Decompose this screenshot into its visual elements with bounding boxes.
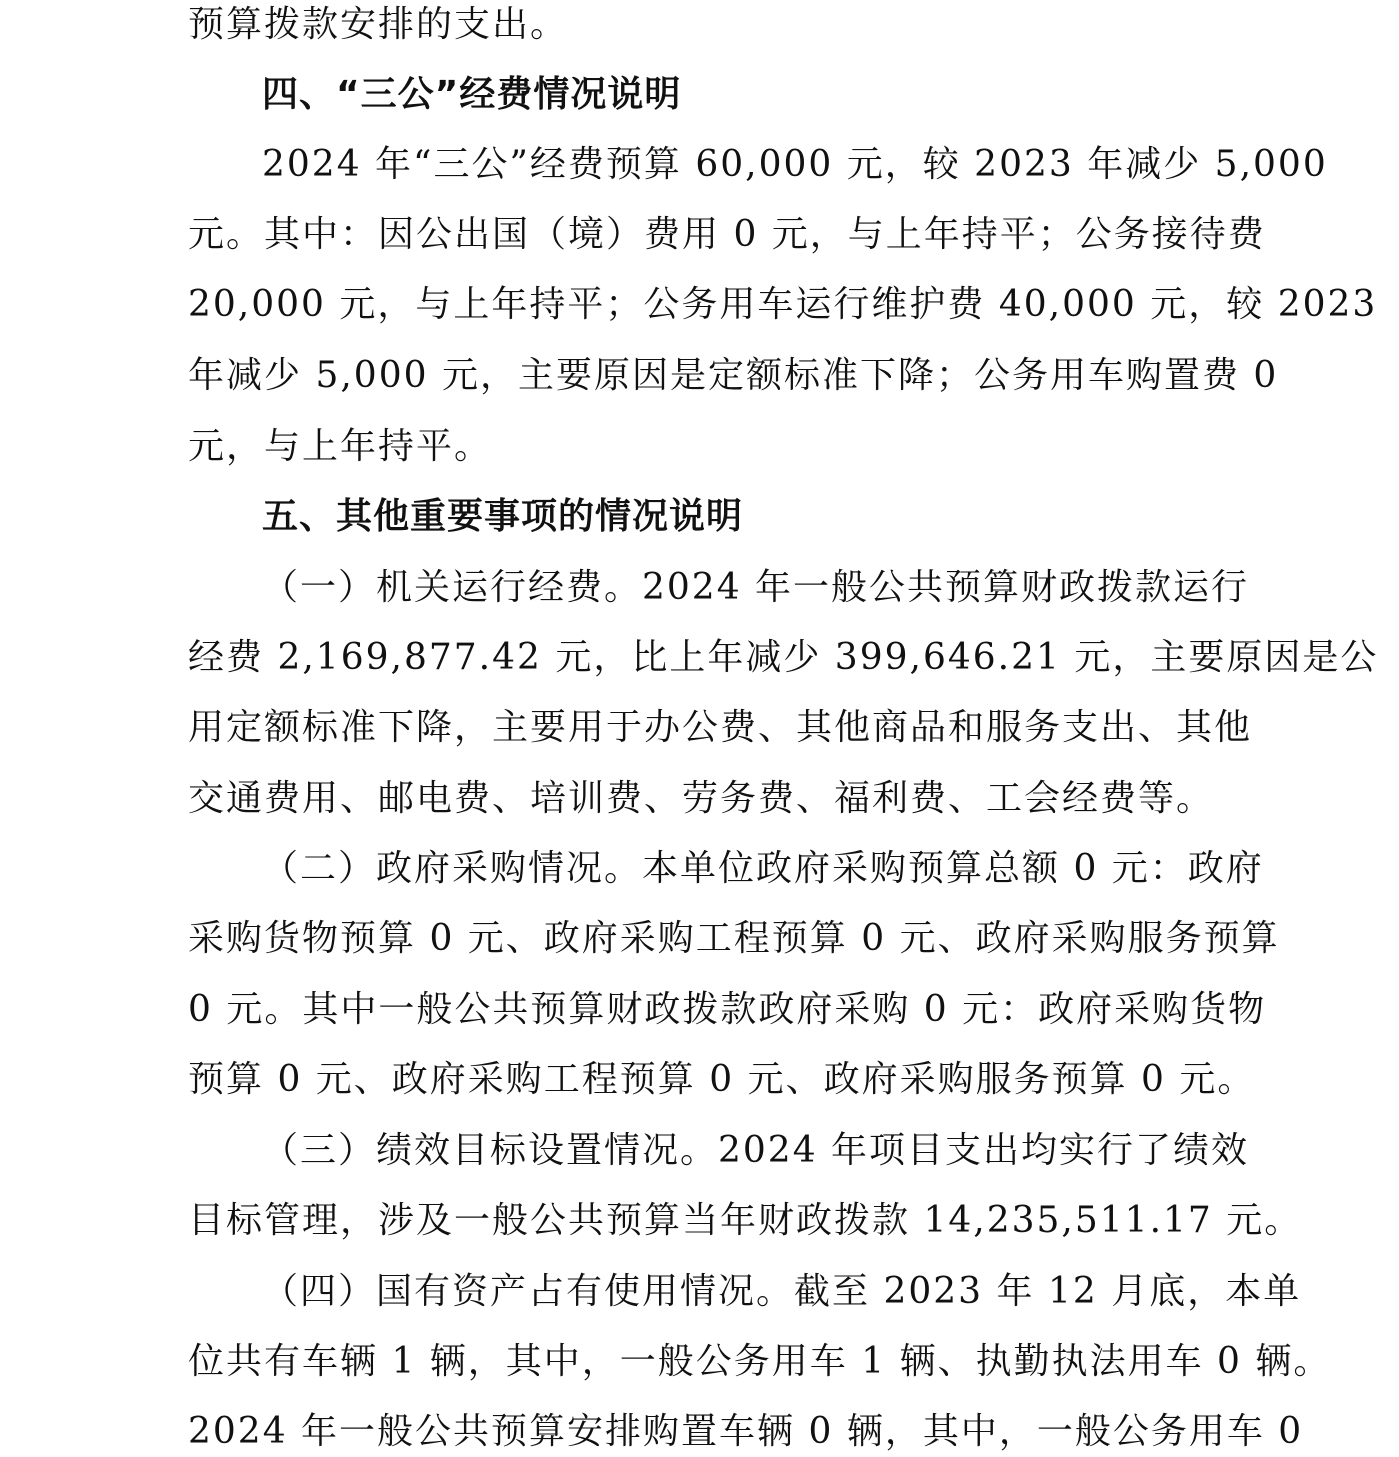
paragraph-line: 元。其中：因公出国（境）费用 0 元，与上年持平；公务接待费 xyxy=(188,214,1266,255)
paragraph-line: （三）绩效目标设置情况。2024 年项目支出均实行了绩效 xyxy=(262,1130,1250,1171)
paragraph-line: 交通费用、邮电费、培训费、劳务费、福利费、工会经费等。 xyxy=(188,778,1215,819)
paragraph-line: 0 元。其中一般公共预算财政拨款政府采购 0 元：政府采购货物 xyxy=(188,989,1267,1030)
paragraph-line: （一）机关运行经费。2024 年一般公共预算财政拨款运行 xyxy=(262,567,1250,608)
paragraph-line: 预算 0 元、政府采购工程预算 0 元、政府采购服务预算 0 元。 xyxy=(188,1059,1256,1100)
section-heading-other-matters: 五、其他重要事项的情况说明 xyxy=(262,496,744,537)
section-heading-three-public-expenses: 四、“三公”经费情况说明 xyxy=(262,74,682,115)
paragraph-line: （四）国有资产占有使用情况。截至 2023 年 12 月底，本单 xyxy=(262,1271,1302,1312)
paragraph-line: 用定额标准下降，主要用于办公费、其他商品和服务支出、其他 xyxy=(188,707,1253,748)
paragraph-line: 2024 年“三公”经费预算 60,000 元，较 2023 年减少 5,000 xyxy=(262,144,1328,185)
paragraph-line: 20,000 元，与上年持平；公务用车运行维护费 40,000 元，较 2023 xyxy=(188,284,1378,325)
paragraph-line: 元，与上年持平。 xyxy=(188,426,493,467)
paragraph-line: 年减少 5,000 元，主要原因是定额标准下降；公务用车购置费 0 xyxy=(188,355,1279,396)
paragraph-line: 采购货物预算 0 元、政府采购工程预算 0 元、政府采购服务预算 xyxy=(188,918,1280,959)
paragraph-line: 经费 2,169,877.42 元，比上年减少 399,646.21 元，主要原因是公 xyxy=(188,637,1379,678)
paragraph-line: 目标管理，涉及一般公共预算当年财政拨款 14,235,511.17 元。 xyxy=(188,1200,1303,1241)
paragraph-line: 2024 年一般公共预算安排购置车辆 0 辆，其中，一般公务用车 0 xyxy=(188,1411,1304,1452)
paragraph-line: （二）政府采购情况。本单位政府采购预算总额 0 元：政府 xyxy=(262,848,1264,889)
paragraph-line: 预算拨款安排的支出。 xyxy=(188,4,569,45)
paragraph-line: 位共有车辆 1 辆，其中，一般公务用车 1 辆、执勤执法用车 0 辆。 xyxy=(188,1341,1332,1382)
